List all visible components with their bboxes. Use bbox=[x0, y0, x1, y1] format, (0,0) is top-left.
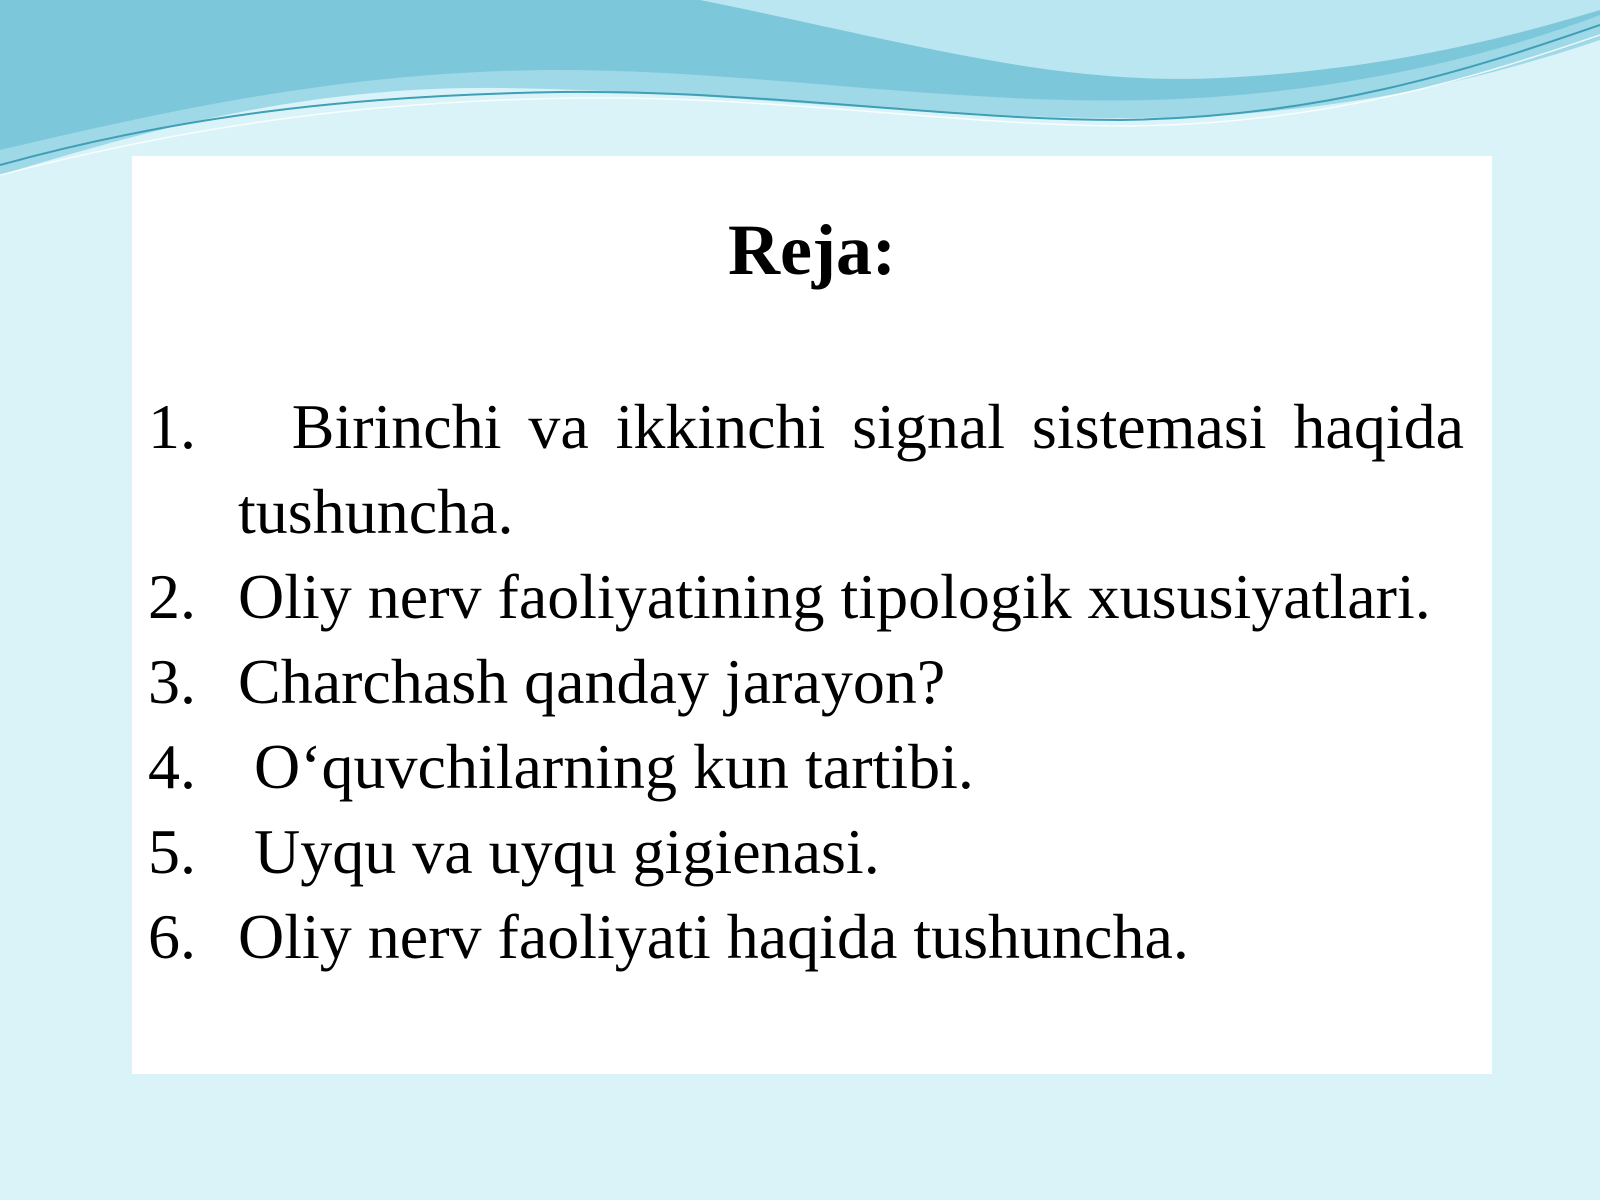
list-item-text: Oliy nerv faoliyatining tipologik xususiyatlari. bbox=[238, 561, 1431, 632]
list-item-number: 5. bbox=[148, 816, 196, 887]
content-card bbox=[132, 156, 1492, 1074]
list-item-text: Charchash qanday jarayon? bbox=[238, 646, 946, 717]
list-item-text: Birinchi va ikkinchi signal sistemasi haqida tushuncha. bbox=[238, 391, 1481, 547]
list-item bbox=[148, 724, 1464, 809]
plan-list bbox=[148, 384, 1481, 979]
list-item-text: Uyqu va uyqu gigienasi. bbox=[238, 816, 880, 887]
list-item-number: 6. bbox=[148, 901, 196, 972]
list-item bbox=[148, 639, 1464, 724]
list-item-text: Oliy nerv faoliyati haqida tushuncha. bbox=[238, 901, 1189, 972]
list-item-number: 1. bbox=[148, 391, 196, 462]
list-item bbox=[148, 554, 1464, 639]
list-item-number: 3. bbox=[148, 646, 196, 717]
list-item bbox=[148, 809, 1464, 894]
list-item bbox=[148, 894, 1464, 979]
list-item bbox=[148, 384, 1481, 554]
slide-title: Reja: bbox=[728, 210, 896, 290]
list-item-number: 4. bbox=[148, 731, 196, 802]
list-item-text: O‘quvchilarning kun tartibi. bbox=[238, 731, 974, 802]
list-item-number: 2. bbox=[148, 561, 196, 632]
